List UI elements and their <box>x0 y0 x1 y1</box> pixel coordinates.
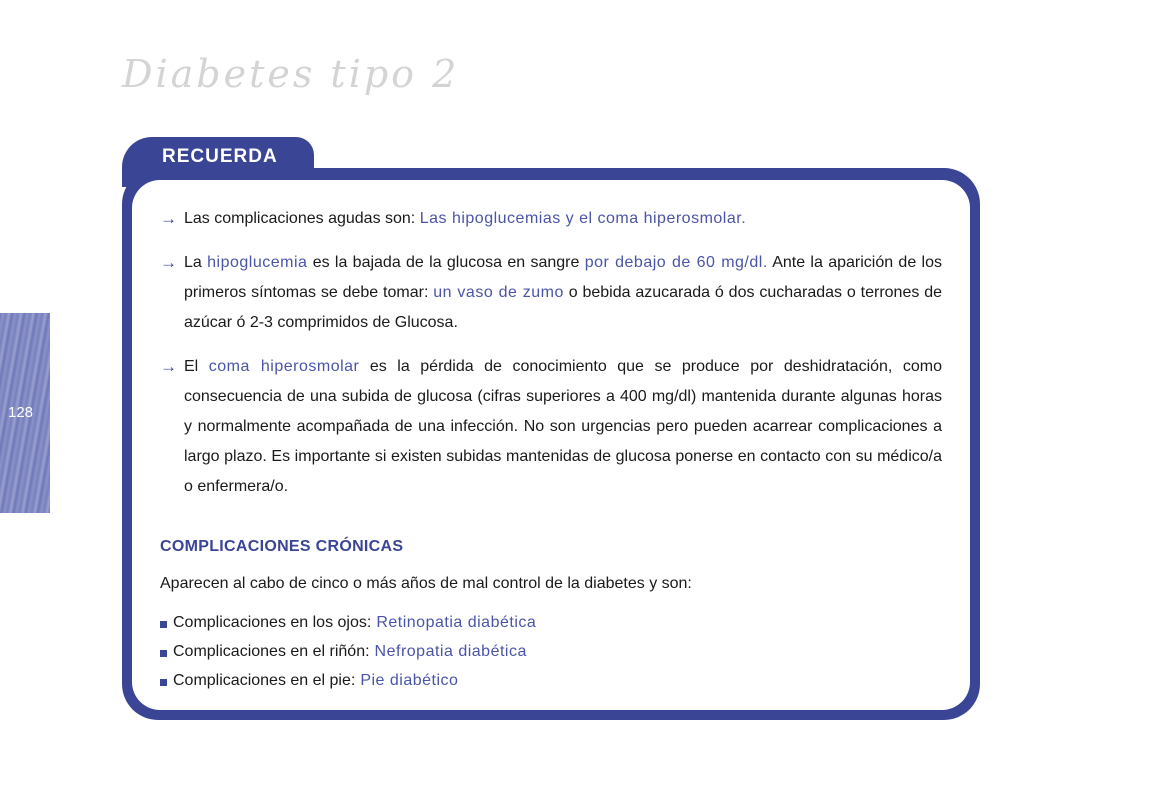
bullet-item <box>160 608 942 637</box>
bullet-label: Complicaciones en los ojos: <box>173 614 372 631</box>
text-segment: es la pérdida de conocimiento que se produce por deshidratación, como consecuencia de una subida de glucosa (cifras superiores a 400 mg/dl) mantenida durante algunas horas y normalmente acompañada de una infección. No son urgencias pero pueden acarrear complicaciones a largo plazo. Es importante si existen subidas mantenidas de glucosa ponerse en contacto con su médico/a o enfermera/o. <box>184 358 943 495</box>
item-text <box>184 352 942 502</box>
page-number: 128 <box>8 404 34 421</box>
list-item <box>160 248 942 338</box>
bullet-value: Pie diabético <box>360 672 459 689</box>
book-title: Diabetes tipo 2 <box>122 52 460 96</box>
bullet-value: Retinopatia diabética <box>376 614 537 631</box>
list-item <box>160 204 942 234</box>
box-content <box>160 204 942 695</box>
square-bullet-icon <box>160 679 167 686</box>
list-item <box>160 352 942 502</box>
text-segment: La <box>184 254 208 271</box>
recuerda-tab-label: RECUERDA <box>162 146 278 167</box>
text-segment: Ante la aparición de los primeros síntomas se debe tomar: <box>184 254 942 301</box>
arrow-right-icon: → <box>160 357 177 376</box>
text-segment: Las complicaciones agudas son: <box>184 210 420 227</box>
highlight-text: Las hipoglucemias y el coma hiperosmolar. <box>419 210 747 227</box>
bullet-item <box>160 637 942 666</box>
arrow-right-icon: → <box>160 253 177 272</box>
text-segment: es la bajada de la glucosa en sangre <box>307 254 585 271</box>
arrow-right-icon: → <box>160 209 177 228</box>
item-text <box>184 248 942 338</box>
square-bullet-icon <box>160 621 167 628</box>
square-bullet-icon <box>160 650 167 657</box>
bullet-item <box>160 666 942 695</box>
text-segment: o bebida azucarada ó dos cucharadas o terrones de azúcar ó 2-3 comprimidos de Glucosa. <box>184 284 942 331</box>
highlight-text: coma hiperosmolar <box>208 358 360 375</box>
bullet-label: Complicaciones en el pie: <box>173 672 356 689</box>
bullet-value: Nefropatia diabética <box>374 643 527 660</box>
section-intro: Aparecen al cabo de cinco o más años de mal control de la diabetes y son: <box>160 575 692 592</box>
section-heading: COMPLICACIONES CRÓNICAS <box>160 538 404 555</box>
highlight-text: un vaso de zumo <box>433 284 564 301</box>
highlight-text: hipoglucemia <box>207 254 308 271</box>
item-text <box>184 204 942 234</box>
text-segment: El <box>184 358 209 375</box>
bullet-label: Complicaciones en el riñón: <box>173 643 370 660</box>
highlight-text: por debajo de 60 mg/dl. <box>584 254 768 271</box>
bullet-list <box>160 608 942 695</box>
